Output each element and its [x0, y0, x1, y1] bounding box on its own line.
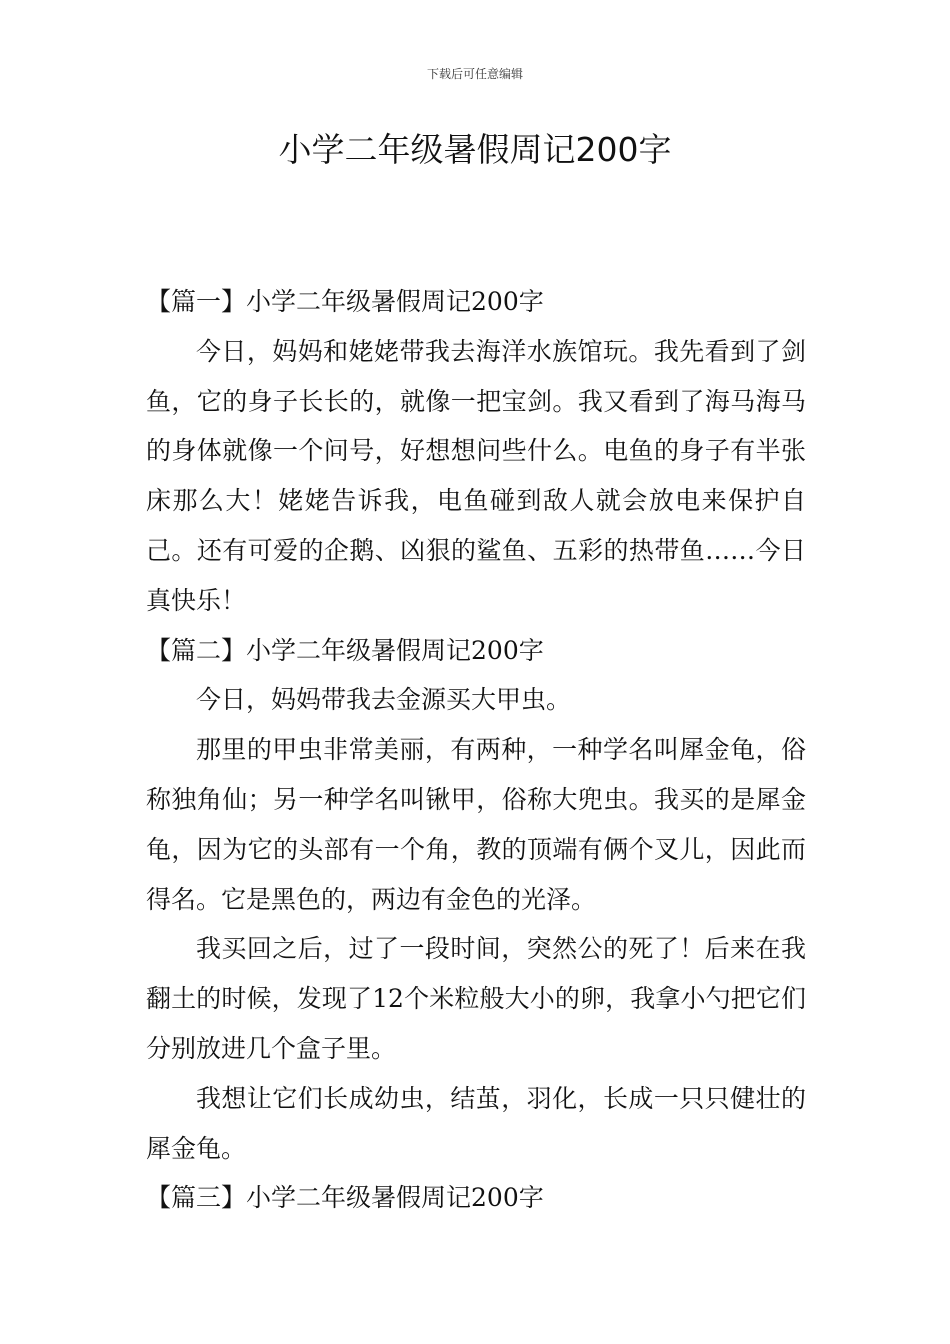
- section-heading-2: 【篇二】小学二年级暑假周记200字: [146, 635, 544, 665]
- document-title: 小学二年级暑假周记200字: [278, 130, 672, 169]
- section-heading-1: 【篇一】小学二年级暑假周记200字: [146, 287, 544, 316]
- section-2-paragraph-4: 我想让它们长成幼虫，结茧，羽化，长成一只只健壮的犀金龟。: [146, 1083, 806, 1163]
- section-1-paragraph-1: 今日，妈妈和姥姥带我去海洋水族馆玩。我先看到了剑鱼，它的身子长长的，就像一把宝剑。我又看到了海马海马的身体就像一个问号，好想想问些什么。电鱼的身子有半张床那么大！姥姥告诉我，电鱼碰到敌人就会放电来保护自己。还有可爱的企鹅、凶狠的鲨鱼、五彩的热带鱼……今日真快乐！: [146, 336, 806, 615]
- header-note: 下载后可任意编辑: [426, 67, 523, 81]
- section-heading-3: 【篇三】小学二年级暑假周记200字: [146, 1183, 544, 1213]
- section-2-paragraph-1: 今日，妈妈带我去金源买大甲虫。: [196, 685, 572, 715]
- section-2-paragraph-2: 那里的甲虫非常美丽，有两种，一种学名叫犀金龟，俗称独角仙；另一种学名叫锹甲，俗称大兜虫。我买的是犀金龟，因为它的头部有一个角，教的顶端有俩个叉儿，因此而得名。它是黑色的，两边有金色的光泽。: [146, 735, 806, 914]
- document-body: [146, 277, 806, 1223]
- section-2-paragraph-3: 我买回之后，过了一段时间，突然公的死了！后来在我翻土的时候，发现了12个米粒般大小的卵，我拿小勺把它们分别放进几个盒子里。: [146, 934, 806, 1063]
